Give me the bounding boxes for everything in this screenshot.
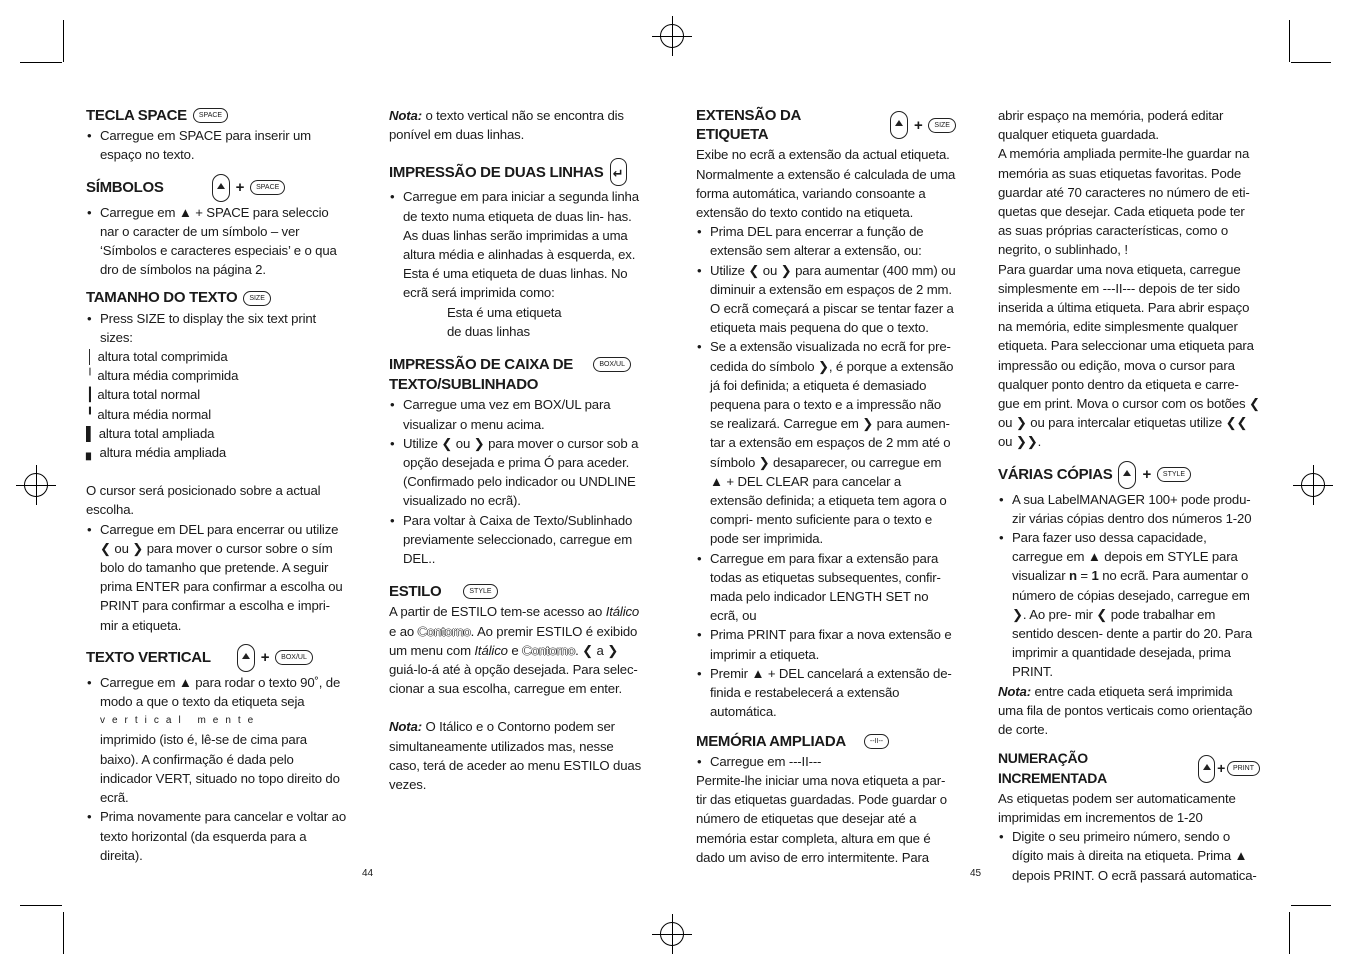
registration-mark bbox=[16, 465, 56, 505]
column-3 bbox=[696, 106, 956, 867]
bullet: • Carregue em ▲ + SPACE para seleccio nar o caracter de um símbolo – ver ‘Símbolos e caracteres especiais’ e o qua dro de símbolos na página 2. bbox=[86, 203, 348, 280]
example-line: de duas linhas bbox=[447, 323, 530, 339]
heading-varias-copias: VÁRIAS CÓPIAS + STYLE bbox=[998, 461, 1260, 489]
up-arrow-key-icon bbox=[212, 174, 230, 202]
heading-numeracao: NUMERAÇÃO INCREMENTADA + PRINT bbox=[998, 749, 1260, 787]
bullet: • A sua LabelMANAGER 100+ pode produ- zir várias cópias dentro dos números 1-20 bbox=[998, 490, 1260, 528]
heading-caixa-line2: TEXTO/SUBLINHADO bbox=[389, 376, 539, 394]
paragraph: A memória ampliada permite-lhe guardar na memória as suas etiquetas favoritas. Pode guardar até 70 caracteres no número de eti- quetas que desejar. Cada etiqueta pode ter as suas próprias características, como o negrito, o sublinhado, ! bbox=[998, 146, 1250, 258]
crop-mark bbox=[1289, 912, 1290, 954]
bullet: • Carregue em SPACE para inserir um espaço no texto. bbox=[86, 126, 348, 164]
size-item: │ altura total comprimida bbox=[86, 349, 228, 365]
heading-tecla-space: TECLA SPACE SPACE bbox=[86, 106, 348, 125]
paragraph: As etiquetas podem ser automaticamente imprimidas em incrementos de 1-20 bbox=[998, 790, 1236, 825]
crop-mark bbox=[1291, 905, 1331, 906]
crop-mark bbox=[20, 62, 62, 63]
page-number-right: 45 bbox=[970, 868, 982, 879]
heading-memoria: MEMÓRIA AMPLIADA --II-- bbox=[696, 732, 956, 751]
crop-mark bbox=[63, 912, 64, 954]
note: Nota: o texto vertical não se encontra dis ponível em duas linhas. bbox=[389, 108, 624, 143]
print-key-icon: PRINT bbox=[1227, 761, 1260, 776]
memory-key-icon: --II-- bbox=[864, 734, 889, 749]
bullet: • Carregue em para fixar a extensão para todas as etiquetas subsequentes, confir- mada pelo indicador LENGTH SET no ecrã, ou bbox=[696, 549, 956, 626]
bullet: • Prima PRINT para fixar a nova extensão e imprimir a etiqueta. bbox=[696, 625, 956, 663]
bullet: • Utilize ❮ ou ❯ para aumentar (400 mm) ou diminuir a extensão em espaços de 2 mm. O ecrã começará a piscar se tentar fazer a etiqueta mais pequena do que o texto. bbox=[696, 261, 956, 338]
size-item: ▌ altura total ampliada bbox=[86, 425, 215, 441]
bullet: • Carregue uma vez em BOX/UL para visualizar o menu acima. bbox=[389, 395, 647, 433]
size-key-icon: SIZE bbox=[243, 291, 271, 306]
paragraph: Permite-lhe iniciar uma nova etiqueta a par- tir das etiquetas guardadas. Pode guardar o número de etiquetas que desejar até a memória estar completa, altura em que é dado um aviso de erro intermitente. Para bbox=[696, 772, 947, 865]
paragraph: A partir de ESTILO tem-se acesso ao Itálico e ao Contorno. Ao premir ESTILO é exibido um menu com Itálico e Contorno. ❮ a ❯ guiá-lo-á até à opção desejada. Para selec- cionar a sua escolha, carregue em enter. bbox=[389, 604, 640, 697]
up-arrow-key-icon bbox=[890, 111, 907, 139]
boxul-key-icon: BOX/UL bbox=[593, 357, 631, 372]
note: Nota: O Itálico e o Contorno podem ser simultaneamente utilizados mas, nesse caso, terá de aceder ao menu ESTILO duas vezes. bbox=[389, 719, 642, 793]
enter-key-icon: ↵ bbox=[610, 158, 627, 186]
size-key-icon: SIZE bbox=[928, 118, 956, 133]
up-arrow-key-icon bbox=[1118, 461, 1136, 489]
size-item: ╵ altura média comprimida bbox=[86, 368, 239, 384]
up-arrow-key-icon bbox=[1198, 755, 1215, 783]
heading-simbolos: SÍMBOLOS + SPACE bbox=[86, 174, 348, 202]
style-key-icon: STYLE bbox=[1157, 467, 1191, 482]
space-key-icon: SPACE bbox=[250, 180, 285, 195]
registration-mark bbox=[652, 914, 692, 954]
bullet: • Para voltar à Caixa de Texto/Sublinhado previamente seleccionado, carregue em DEL.. bbox=[389, 511, 647, 569]
bullet: • Press SIZE to display the six text print sizes: bbox=[86, 309, 348, 347]
plus-sign: + bbox=[1217, 759, 1225, 776]
bullet: • Se a extensão visualizada no ecrã for pre- cedida do símbolo ❯, é porque a extensão já foi definida; a etiqueta é demasiado pequena para o texto e a impressão não se realizará. Carregue em ❯ para aumen- tar a extensão em espaços de 2 mm até o símbolo ❯ desaparecer, ou carregue em ▲ + DEL CLEAR para cancelar a extensão definida; a etiqueta tem agora o compri- mento suficiente para o texto e pode ser imprimida. bbox=[696, 337, 956, 548]
paragraph: imprimido (isto é, lê-se de cima para baixo). A confirmação é dada pelo indicador VERT, situado no topo direito do ecrã. bbox=[100, 732, 340, 806]
bullet: • Carregue em ▲ para rodar o texto 90˚, de modo a que o texto da etiqueta seja bbox=[86, 673, 348, 711]
crop-mark bbox=[1289, 20, 1290, 62]
heading-caixa: IMPRESSÃO DE CAIXA DE BOX/UL bbox=[389, 355, 631, 374]
vertical-sample: vertical mente bbox=[100, 715, 261, 727]
example-line: Esta é uma etiqueta bbox=[447, 304, 562, 320]
heading-extensao: EXTENSÃO DA ETIQUETA + SIZE bbox=[696, 106, 956, 144]
paragraph: Esta é uma etiqueta de duas linhas. No ecrã será imprimida como: bbox=[403, 266, 628, 301]
paragraph: abrir espaço na memória, poderá editar qualquer etiqueta guardada. bbox=[998, 108, 1224, 143]
plus-sign: + bbox=[235, 179, 245, 196]
bullet: • Para fazer uso dessa capacidade, carregue em ▲ depois em STYLE para visualizar n = 1 no ecrã. Para aumentar o número de cópias desejado, carregue em ❯. Ao pre- mir ❮ pode trabalhar em sentido descen- dente a partir do 20. Para imprimir a quantidade desejada, prima PRINT. bbox=[998, 528, 1260, 682]
bullet: • Prima DEL para encerrar a função de extensão sem alterar a extensão, ou: bbox=[696, 222, 956, 260]
style-key-icon: STYLE bbox=[463, 584, 497, 599]
size-item: ╹ altura média normal bbox=[86, 406, 212, 422]
plus-sign: + bbox=[1142, 466, 1151, 484]
heading-estilo: ESTILO STYLE bbox=[389, 582, 647, 601]
bullet: • Carregue em para iniciar a segunda linha de texto numa etiqueta de duas lin- has. As duas linhas serão imprimidas a uma altura média e alinhadas à esquerda, ex. bbox=[389, 187, 647, 264]
size-item: ┃ altura total normal bbox=[86, 387, 201, 403]
bullet: • Carregue em DEL para encerrar ou utilize ❮ ou ❯ para mover o cursor sobre o sím bolo do tamanho que pretende. A seguir prima ENTER para confirmar a escolha ou PRINT para confirmar a escolha e impri- mir a etiqueta. bbox=[86, 520, 348, 635]
bullet: • Prima novamente para cancelar e voltar ao texto horizontal (da esquerda para a direita). bbox=[86, 807, 348, 865]
up-arrow-key-icon bbox=[237, 644, 255, 672]
column-2 bbox=[389, 106, 647, 794]
heading-tamanho: TAMANHO DO TEXTO SIZE bbox=[86, 288, 348, 307]
crop-mark bbox=[63, 20, 64, 62]
column-1 bbox=[86, 106, 348, 865]
paragraph: Exibe no ecrã a extensão da actual etiqueta. Normalmente a extensão é calculada de uma forma automática, variando consoante a extensão do texto contido na etiqueta. bbox=[696, 147, 956, 221]
note: Nota: entre cada etiqueta será imprimida uma fila de pontos verticais como orientação de corte. bbox=[998, 683, 1253, 738]
paragraph: Para guardar uma nova etiqueta, carregue simplesmente em ---II--- depois de ter sido inserida a última etiqueta. Para abrir espaço na memória, edite simplesmente qualquer etiqueta. Para seleccionar uma etiqueta para impressão ou edição, mova o cursor para qualquer ponto dentro da etiqueta e carre- gue em print. Mova o cursor com os botões ❮ ou ❯ ou para intercalar etiquetas utilize ❮❮ ou ❯❯. bbox=[998, 261, 1260, 450]
boxul-key-icon: BOX/UL bbox=[275, 650, 313, 665]
page-number-left: 44 bbox=[362, 868, 374, 879]
plus-sign: + bbox=[260, 649, 270, 667]
crop-mark bbox=[1291, 62, 1331, 63]
heading-duas-linhas: IMPRESSÃO DE DUAS LINHAS ↵ bbox=[389, 158, 647, 186]
size-item: ▖ altura média ampliada bbox=[86, 445, 227, 461]
bullet: • Premir ▲ + DEL cancelará a extensão de- finida e restabelecerá a extensão automática. bbox=[696, 664, 956, 722]
registration-mark bbox=[652, 16, 692, 56]
crop-mark bbox=[20, 905, 62, 906]
paragraph: O cursor será posicionado sobre a actual escolha. bbox=[86, 483, 321, 518]
bullet: • Utilize ❮ ou ❯ para mover o cursor sob a opção desejada e prima Ó para aceder. (Confirmado pelo indicador ou UNDLINE visualizado no ecrã). bbox=[389, 434, 647, 511]
space-key-icon: SPACE bbox=[193, 108, 228, 123]
bullet: • Digite o seu primeiro número, sendo o dígito mais à direita na etiqueta. Prima ▲ depois PRINT. O ecrã passará automatica- bbox=[998, 827, 1260, 885]
plus-sign: + bbox=[913, 116, 923, 134]
bullet: • Carregue em ---II--- bbox=[696, 752, 956, 771]
column-4 bbox=[998, 106, 1260, 885]
heading-texto-vertical: TEXTO VERTICAL + BOX/UL bbox=[86, 644, 348, 672]
registration-mark bbox=[1293, 465, 1333, 505]
